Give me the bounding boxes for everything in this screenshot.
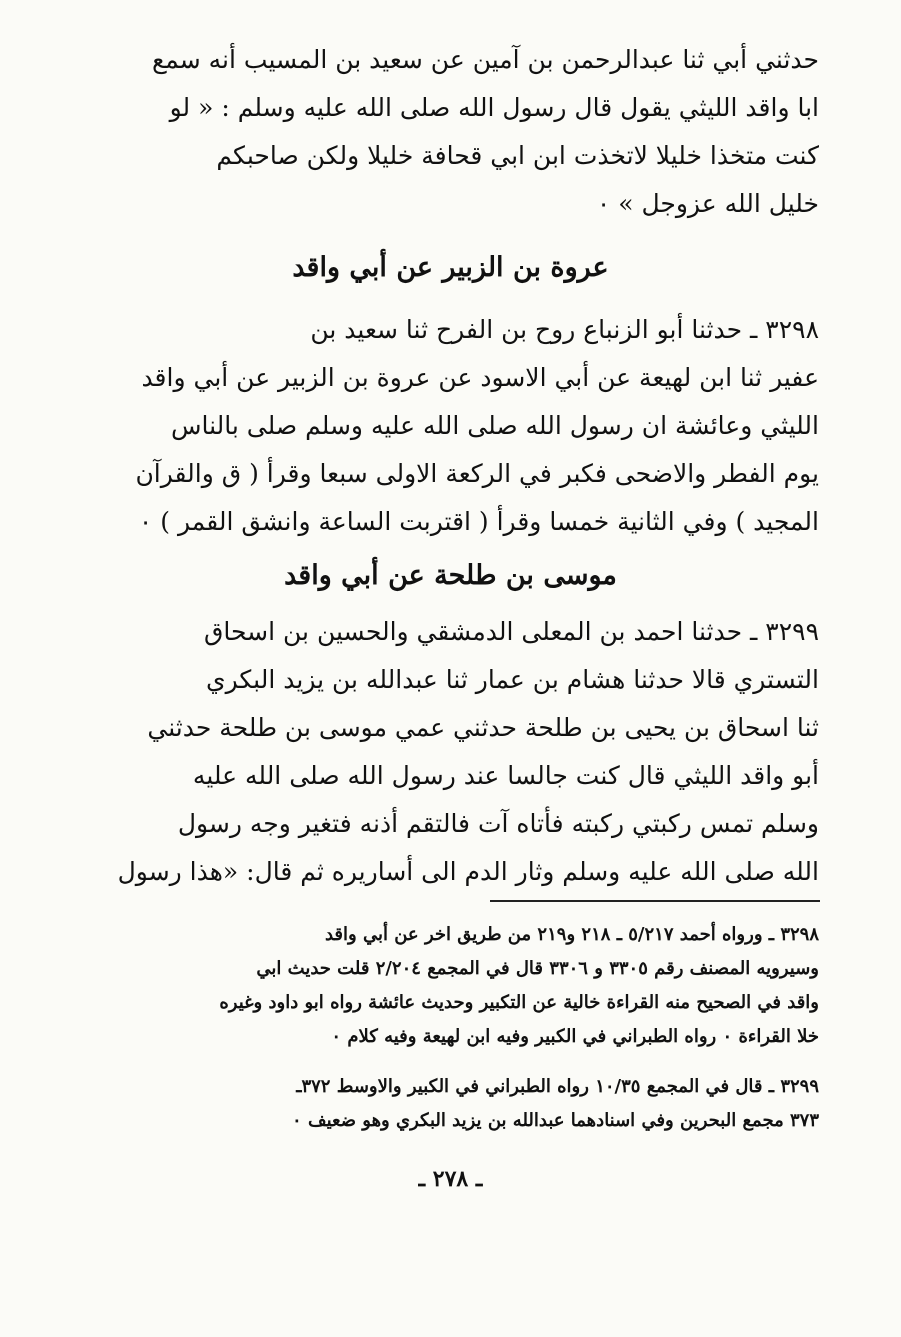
footnote-line: ٣٢٩٨ ـ ورواه أحمد ٥/٢١٧ ـ ٢١٨ و٢١٩ من طريق اخر عن أبي واقد xyxy=(324,924,819,945)
text-line: خليل الله عزوجل » ٠ xyxy=(596,189,819,218)
intro-paragraph xyxy=(81,36,819,228)
section-heading: عروة بن الزبير عن أبي واقد xyxy=(292,252,609,283)
text-line: المجيد ) وفي الثانية خمسا وقرأ ( اقتربت الساعة وانشق القمر ) ٠ xyxy=(138,507,819,536)
text-line: التستري قالا حدثنا هشام بن عمار ثنا عبدالله بن يزيد البكري xyxy=(206,665,819,694)
page-number: ـ ٢٧٨ ـ xyxy=(418,1166,483,1192)
text-line: كنت متخذا خليلا لاتخذت ابن ابي قحافة خليلا ولكن صاحبكم xyxy=(216,141,819,170)
footnote-line: واقد في الصحيح منه القراءة خالية عن التكبير وحديث عائشة رواه ابو داود وغيره xyxy=(219,992,819,1013)
section-heading: موسى بن طلحة عن أبي واقد xyxy=(284,560,617,591)
text-line: حدثني أبي ثنا عبدالرحمن بن آمين عن سعيد بن المسيب أنه سمع xyxy=(151,45,819,74)
text-line: وسلم تمس ركبتي ركبته فأتاه آت فالتقم أذنه فتغير وجه رسول xyxy=(177,809,819,838)
text-line: أبو واقد الليثي قال كنت جالسا عند رسول الله صلى الله عليه xyxy=(192,761,819,790)
text-line: يوم الفطر والاضحى فكبر في الركعة الاولى سبعا وقرأ ( ق والقرآن xyxy=(135,459,819,488)
text-line: ابا واقد الليثي يقول قال رسول الله صلى الله عليه وسلم : « لو xyxy=(169,93,819,122)
footnote-line: خلا القراءة ٠ رواه الطبراني في الكبير وفيه ابن لهيعة وفيه كلام ٠ xyxy=(331,1026,819,1047)
hadith-3298-paragraph xyxy=(81,306,819,546)
footnote-line: ٣٢٩٩ ـ قال في المجمع ١٠/٣٥ رواه الطبراني في الكبير والاوسط ٣٧٢ـ xyxy=(296,1076,819,1097)
text-line: ٣٢٩٨ ـ حدثنا أبو الزنباع روح بن الفرح ثنا سعيد بن xyxy=(310,315,819,344)
text-line: الله صلى الله عليه وسلم وثار الدم الى أساريره ثم قال: «هذا رسول xyxy=(117,857,819,886)
footnote-3299 xyxy=(81,1070,819,1138)
footnote-divider xyxy=(490,900,820,902)
footnote-3298 xyxy=(81,918,819,1054)
hadith-3299-paragraph xyxy=(81,608,819,896)
text-line: ٣٢٩٩ ـ حدثنا احمد بن المعلى الدمشقي والحسين بن اسحاق xyxy=(204,617,819,646)
text-line: الليثي وعائشة ان رسول الله صلى الله عليه وسلم صلى بالناس xyxy=(170,411,819,440)
footnote-line: وسيرويه المصنف رقم ٣٣٠٥ و ٣٣٠٦ قال في المجمع ٢/٢٠٤ قلت حديث ابي xyxy=(256,958,819,979)
text-line: عفير ثنا ابن لهيعة عن أبي الاسود عن عروة بن الزبير عن أبي واقد xyxy=(141,363,819,392)
text-line: ثنا اسحاق بن يحيى بن طلحة حدثني عمي موسى بن طلحة حدثني xyxy=(147,713,819,742)
footnote-line: ٣٧٣ مجمع البحرين وفي اسنادهما عبدالله بن يزيد البكري وهو ضعيف ٠ xyxy=(292,1110,819,1131)
